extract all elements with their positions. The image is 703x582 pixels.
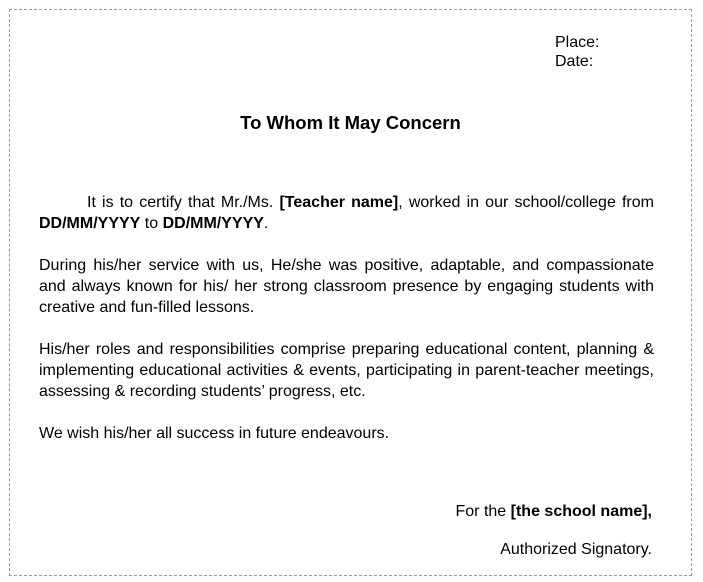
closing-for-line xyxy=(456,501,653,522)
place-label: Place: xyxy=(555,34,600,51)
teacher-name-placeholder: [Teacher name] xyxy=(279,194,399,211)
signatory-line: Authorized Signatory. xyxy=(500,541,652,558)
to-date-placeholder: DD/MM/YYYY xyxy=(162,215,264,232)
date-label: Date: xyxy=(555,53,594,70)
certification-middle: , worked in our school/college from xyxy=(398,194,654,211)
certification-intro: It is to certify that Mr./Ms. xyxy=(87,194,280,211)
document-title: To Whom It May Concern xyxy=(240,112,461,133)
place-date-block xyxy=(555,33,599,71)
from-date-placeholder: DD/MM/YYYY xyxy=(39,215,141,232)
closing-for-prefix: For the xyxy=(455,503,511,520)
to-word: to xyxy=(140,215,163,232)
wishes-paragraph: We wish his/her all success in future endeavours. xyxy=(39,425,390,442)
service-paragraph: During his/her service with us, He/she was positive, adaptable, and compassionate and always known for his/ her strong classroom presence by engaging students with creative and fun-filled lessons. xyxy=(39,257,654,316)
certification-paragraph xyxy=(39,192,654,234)
certificate-page xyxy=(9,9,692,576)
responsibilities-paragraph: His/her roles and responsibilities comprise preparing educational content, planning & implementing educational activities & events, participating in parent-teacher meetings, assessing & recording students’ progress, etc. xyxy=(39,341,654,400)
school-name-placeholder: [the school name], xyxy=(510,503,652,520)
certification-end: . xyxy=(263,215,269,232)
